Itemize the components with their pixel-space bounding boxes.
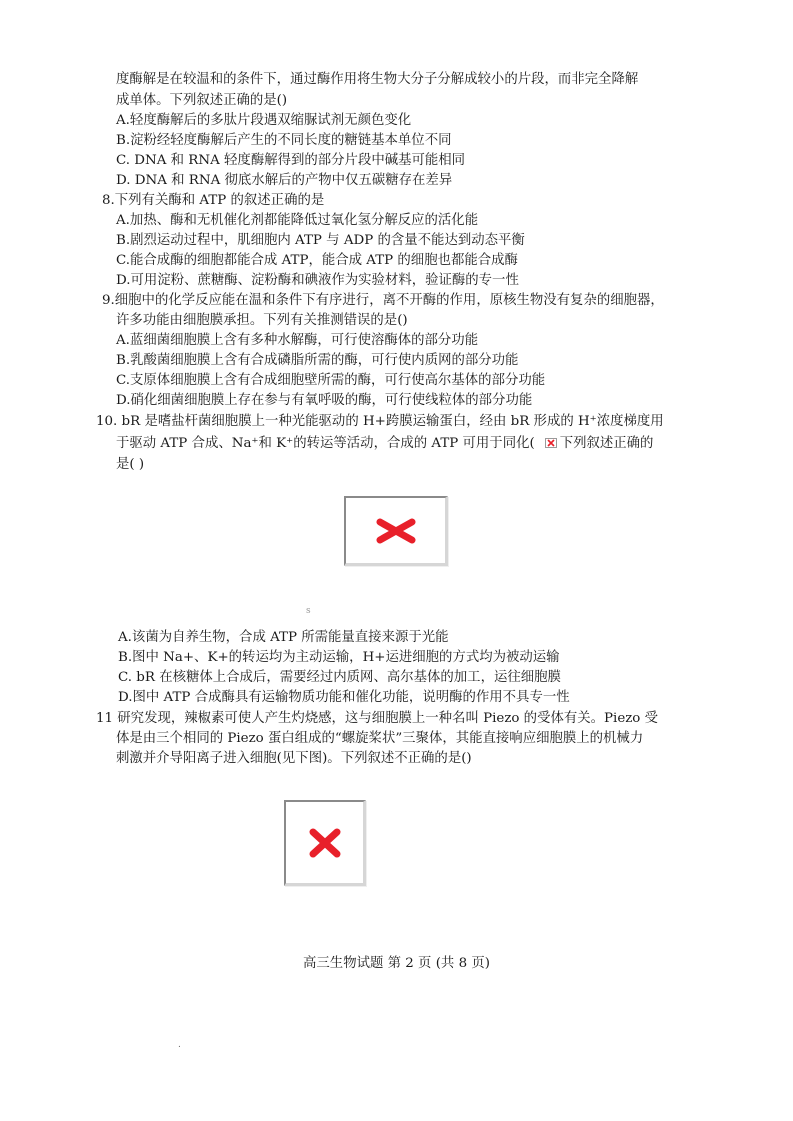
q10-option-b: B.图中 Na+、K+的转运均为主动运输，H+运进细胞的方式均为被动运输	[118, 650, 560, 665]
broken-image-icon	[307, 827, 343, 859]
q9-stem-line2: 许多功能由细胞膜承担。下列有关推测错误的是()	[116, 313, 408, 328]
q8-option-d: D.可用淀粉、蔗糖酶、淀粉酶和碘液作为实验材料，验证酶的专一性	[116, 273, 519, 288]
q9-option-a: A.蓝细菌细胞膜上含有多种水解酶，可行使溶酶体的部分功能	[116, 333, 479, 348]
bottom-mark: .	[178, 1040, 181, 1050]
q9-option-c: C.支原体细胞膜上含有合成细胞壁所需的酶，可行使高尔基体的部分功能	[116, 373, 546, 388]
q8-option-c: C.能合成酶的细胞都能合成 ATP，能合成 ATP 的细胞也都能合成酶	[116, 253, 518, 268]
q7-stem-line1: 度酶解是在较温和的条件下，通过酶作用将生物大分子分解成较小的片段，而非完全降解	[116, 72, 639, 87]
q10-stem-line3: 是( )	[116, 457, 145, 472]
q11-stem-line3: 刺激并介导阳离子进入细胞(见下图)。下列叙述不正确的是()	[116, 751, 472, 766]
q8-stem: 8.下列有关酶和 ATP 的叙述正确的是	[102, 193, 325, 208]
q8-option-a: A.加热、酶和无机催化剂都能降低过氧化氢分解反应的活化能	[116, 213, 479, 228]
q11-stem-line2: 体是由三个相同的 Piezo 蛋白组成的“螺旋桨状”三聚体，其能直接响应细胞膜上的机械力	[116, 731, 644, 746]
q10-figure-caption-mark: s	[306, 606, 311, 616]
q11-stem-line1: 11 研究发现，辣椒素可使人产生灼烧感，这与细胞膜上一种名叫 Piezo 的受体有关。Piezo 受	[96, 711, 659, 726]
q11-figure-broken-image	[284, 800, 366, 886]
broken-image-icon	[545, 438, 557, 448]
q7-stem-line2: 成单体。下列叙述正确的是()	[116, 93, 288, 108]
q10-stem-line2-part2: 下列叙述正确的	[559, 436, 654, 451]
q7-option-d: D. DNA 和 RNA 彻底水解后的产物中仅五碳糖存在差异	[116, 173, 453, 188]
page-footer: 高三生物试题 第 2 页 (共 8 页)	[303, 956, 490, 971]
q7-option-b: B.淀粉经轻度酶解后产生的不同长度的糖链基本单位不同	[116, 133, 452, 148]
q9-option-b: B.乳酸菌细胞膜上含有合成磷脂所需的酶，可行使内质网的部分功能	[116, 353, 519, 368]
q7-option-a: A.轻度酶解后的多肽片段遇双缩脲试剂无颜色变化	[116, 113, 412, 128]
q10-stem-line1: 10. bR 是嗜盐杆菌细胞膜上一种光能驱动的 H+跨膜运输蛋白，经由 bR 形成的 H⁺浓度梯度用	[96, 414, 664, 429]
q9-stem-line1: 9.细胞中的化学反应能在温和条件下有序进行，离不开酶的作用，原核生物没有复杂的细胞器，	[102, 293, 664, 308]
q9-option-d: D.硝化细菌细胞膜上存在参与有氧呼吸的酶，可行使线粒体的部分功能	[116, 393, 533, 408]
q10-stem-line2-part1: 于驱动 ATP 合成、Na⁺和 K⁺的转运等活动，合成的 ATP 可用于同化(	[116, 436, 535, 451]
q10-stem-line2	[116, 434, 653, 454]
q10-option-a: A.该菌为自养生物，合成 ATP 所需能量直接来源于光能	[118, 630, 449, 645]
q10-option-d: D.图中 ATP 合成酶具有运输物质功能和催化功能，说明酶的作用不具专一性	[118, 690, 570, 705]
q7-option-c: C. DNA 和 RNA 轻度酶解得到的部分片段中碱基可能相同	[116, 153, 466, 168]
q8-option-b: B.剧烈运动过程中，肌细胞内 ATP 与 ADP 的含量不能达到动态平衡	[116, 233, 525, 248]
q10-figure-broken-image	[344, 496, 448, 566]
q10-option-c: C. bR 在核糖体上合成后，需要经过内质网、高尔基体的加工，运往细胞膜	[118, 670, 561, 685]
broken-image-icon	[374, 517, 418, 545]
